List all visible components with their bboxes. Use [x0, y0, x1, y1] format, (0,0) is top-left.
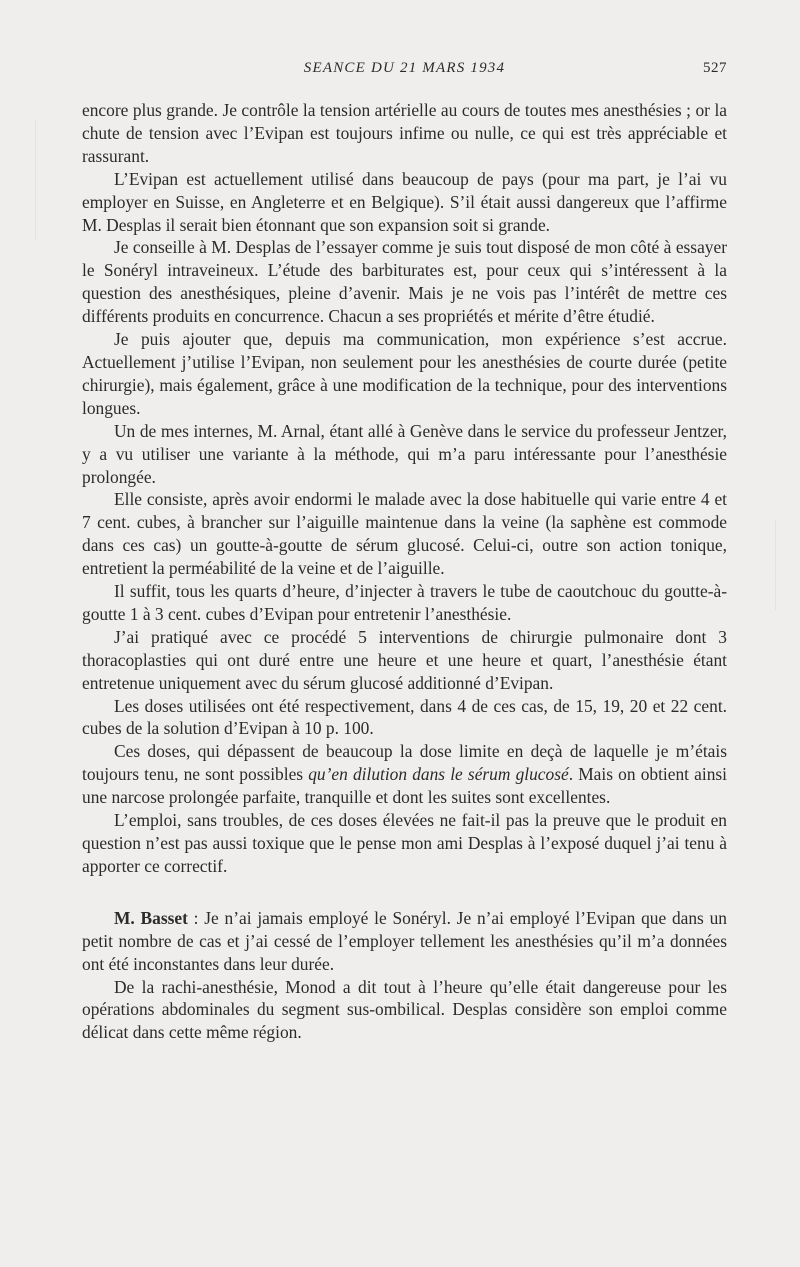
paragraph-evipan-use: L’Evipan est actuellement utilisé dans beaucoup de pays (pour ma part, je l’ai vu employer en Suisse, en Angleterre et en Belgique). S’il était aussi dangereux que l’affirme M. Desplas il serait bien étonnant que son expansion soit si grande.: [82, 168, 727, 235]
paragraph-closing: L’emploi, sans troubles, de ces doses élevées ne fait-il pas la preuve que le produit en question n’est pas aussi toxique que le pense mon ami Desplas à l’exposé duquel j’ai tenu à apporter ce correctif.: [82, 810, 727, 876]
scan-margin-mark: [35, 120, 36, 240]
page-number: 527: [703, 60, 727, 76]
paragraph-experience: Je puis ajouter que, depuis ma communication, mon expérience s’est accrue. Actuellement j’utilise l’Evipan, non seulement pour les anesthésies de courte durée (petite chirurgie), mais également, grâce à une modification de la technique, pour des interventions longues.: [82, 329, 727, 418]
paragraph-basset: [82, 907, 727, 976]
paragraph-geneva: Un de mes internes, M. Arnal, étant allé à Genève dans le service du professeur Jentzer, y a vu utiliser une variante à la méthode, qui m’a paru intéressante pour l’anesthésie prolongée.: [82, 420, 727, 487]
paragraph-dilution: [82, 740, 727, 809]
paragraph-soneryl: Je conseille à M. Desplas de l’essayer comme je suis tout disposé de mon côté à essayer le Sonéryl intraveineux. L’étude des barbiturates est, pour ceux qui s’intéressent à la question des anesthésiques, pleine d’avenir. Mais je ne vois pas l’intérêt de mettre ces différents produits en concurrence. Chacun a ses propriétés et mérite d’être étudié.: [82, 237, 727, 327]
running-head: [82, 60, 727, 84]
paragraph-interventions: J’ai pratiqué avec ce procédé 5 interventions de chirurgie pulmonaire dont 3 thoracoplasties qui ont duré entre une heure et une heure et quart, l’anesthésie étant entretenue uniquement avec du sérum glucosé additionné d’Evipan.: [82, 626, 727, 693]
paragraph-rachi: De la rachi-anesthésie, Monod a dit tout à l’heure qu’elle était dangereuse pour les opérations abdominales du segment sus-ombilical. Desplas considère son emploi comme délicat dans cette même région.: [82, 976, 727, 1043]
paragraph-doses: Les doses utilisées ont été respectivement, dans 4 de ces cas, de 15, 19, 20 et 22 cent. cubes de la solution d’Evipan à 10 p. 100.: [82, 695, 727, 739]
paragraph-tension: encore plus grande. Je contrôle la tension artérielle au cours de toutes mes anesthésies ; or la chute de tension avec l’Evipan est toujours infime ou nulle, ce qui est très appréciable et rassurant.: [82, 100, 727, 166]
dilution-text-after: . Mais on obtient ainsi une narcose prolongée parfaite, tranquille et dont les suites sont excellentes.: [82, 764, 727, 808]
paragraph-method: Elle consiste, après avoir endormi le malade avec la dose habituelle qui varie entre 4 et 7 cent. cubes, à brancher sur l’aiguille maintenue dans la veine (la saphène est commode dans ces cas) un goutte-à-goutte de sérum glucosé. Celui-ci, outre son action tonique, entretient la perméabilité de la veine et de l’aiguille.: [82, 489, 727, 579]
paragraph-injection: Il suffit, tous les quarts d’heure, d’injecter à travers le tube de caoutchouc du goutte-à-goutte 1 à 3 cent. cubes d’Evipan pour entretenir l’anesthésie.: [82, 581, 727, 624]
dilution-italic-phrase: qu’en dilution dans le sérum glucosé: [308, 764, 569, 785]
article-text: [82, 99, 727, 1044]
dilution-text-before: Ces doses, qui dépassent de beaucoup la dose limite en deçà de laquelle je m’étais toujours tenu, ne sont possibles: [82, 741, 727, 785]
scan-margin-mark: [775, 520, 776, 610]
running-title: SEANCE DU 21 MARS 1934: [303, 60, 506, 76]
speaker-text: : Je n’ai jamais employé le Sonéryl. Je n’ai employé l’Evipan que dans un petit nombre de cas et j’ai cessé de l’employer tellement les anesthésies qu’il m’a données ont été inconstantes dans leur durée.: [82, 907, 727, 974]
speaker-name: M. Basset: [114, 907, 188, 928]
